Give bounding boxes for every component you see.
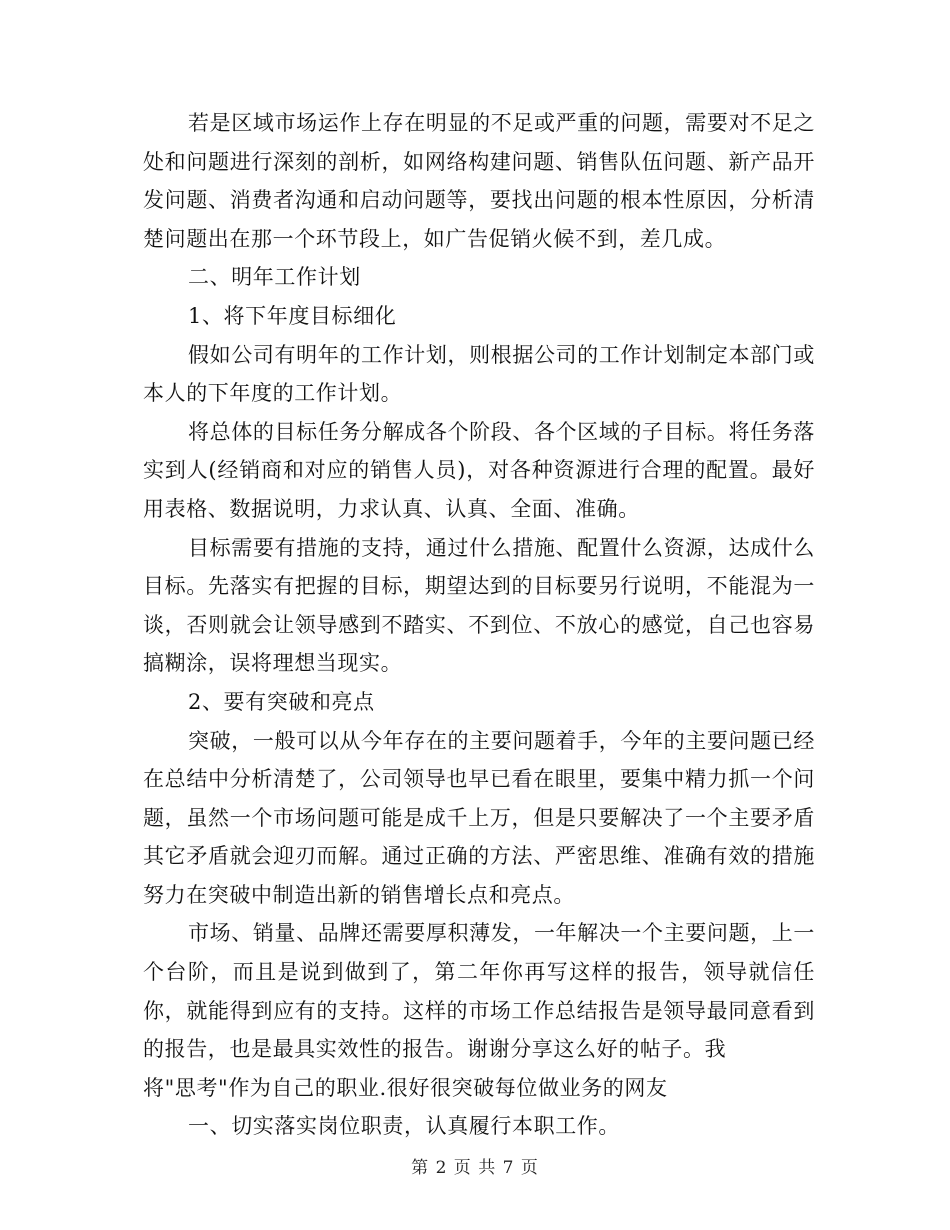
paragraph-thinking-profession: 将"思考"作为自己的职业.很好很突破每位做业务的网友 [143,1075,668,1100]
paragraph-decompose-targets: 将总体的目标任务分解成各个阶段、各个区域的子目标。将任务落实到人(经销商和对应的销售人员)，对各种资源进行合理的配置。最好用表格、数据说明，力求认真、认真、全面、准确。 [143,419,815,521]
paragraph-problem-analysis: 若是区域市场运作上存在明显的不足或严重的问题，需要对不足之处和问题进行深刻的剖析，如网络构建问题、销售队伍问题、新产品开发问题、消费者沟通和启动问题等，要找出问题的根本性原因，分析清楚问题出在那一个环节段上，如广告促销火候不到，差几成。 [143,111,815,251]
heading-job-duties: 一、切实落实岗位职责，认真履行本职工作。 [188,1114,620,1139]
subheading-breakthrough: 2、要有突破和亮点 [188,689,375,714]
page-footer [0,1153,950,1178]
paragraph-breakthrough: 突破，一般可以从今年存在的主要问题着手，今年的主要问题已经在总结中分析清楚了，公司领导也早已看在眼里，要集中精力抓一个问题，虽然一个市场问题可能是成千上万，但是只要解决了一个主要矛盾其它矛盾就会迎刃而解。通过正确的方法、严密思维、准确有效的措施努力在突破中制造出新的销售增长点和亮点。 [143,728,815,907]
heading-next-year-plan: 二、明年工作计划 [188,265,361,290]
paragraph-measures-support: 目标需要有措施的支持，通过什么措施、配置什么资源，达成什么目标。先落实有把握的目标，期望达到的目标要另行说明，不能混为一谈，否则就会让领导感到不踏实、不到位、不放心的感觉，自己也容易搞糊涂，误将理想当现实。 [143,535,815,676]
subheading-refine-targets: 1、将下年度目标细化 [188,303,397,328]
page-number-label: 第 2 页 共 7 页 [411,1158,539,1178]
paragraph-market-sales-brand: 市场、销量、品牌还需要厚积薄发，一年解决一个主要问题，上一个台阶，而且是说到做到了，第二年你再写这样的报告，领导就信任你，就能得到应有的支持。这样的市场工作总结报告是领导最同意看到的报告，也是最具实效性的报告。谢谢分享这么好的帖子。我 [143,921,815,1062]
document-body [143,104,815,1146]
paragraph-company-plan: 假如公司有明年的工作计划，则根据公司的工作计划制定本部门或本人的下年度的工作计划。 [143,342,815,406]
